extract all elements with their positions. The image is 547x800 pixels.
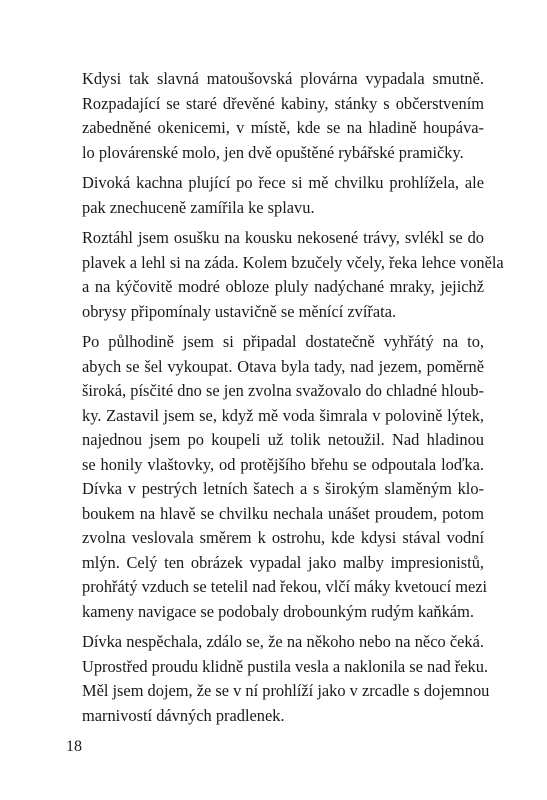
text-line: obrysy připomínaly ustavičně se měnící zvířata.: [82, 301, 397, 321]
text-line: Dívka v pestrých letních šatech a s širokým slaměným klo-: [82, 479, 484, 498]
text-line: plavek a lehl si na záda. Kolem bzučely včely, řeka lehce voněla: [82, 252, 504, 272]
paragraph-4: [66, 330, 488, 624]
text-line: Uprostřed proudu klidně pustila vesla a naklonila se nad řeku.: [82, 656, 489, 676]
text-line: Po půlhodině jsem si připadal dostatečně vyhřátý na to,: [82, 332, 484, 351]
text-line: ky. Zastavil jsem se, když mě voda šimrala v polovině lýtek,: [82, 405, 484, 425]
text-line: Divoká kachna plující po řece si mě chvilku prohlížela, ale: [82, 173, 484, 192]
text-line: Měl jsem dojem, že se v ní prohlíží jako v zrcadle s dojemnou: [82, 681, 490, 700]
text-line: pak znechuceně zamířila ke splavu.: [82, 197, 315, 217]
text-line: kameny navigace se podobaly drobounkým rudým kaňkám.: [82, 601, 474, 621]
paragraph-2: [66, 171, 484, 220]
text-line: marnivostí dávných pradlenek.: [82, 705, 285, 725]
body-text: [66, 67, 504, 734]
page-number: 18: [66, 738, 82, 755]
text-line: najednou jsem po koupeli už tolik netoužil. Nad hladinou: [82, 430, 484, 449]
text-line: Rozpadající se staré dřevěné kabiny, stánky s občerstvením: [82, 93, 484, 113]
text-line: široká, písčité dno se jen zvolna svažovalo do chladné hloub-: [82, 381, 484, 400]
text-line: mlýn. Celý ten obrázek vypadal jako malby impresionistů,: [82, 552, 484, 572]
text-line: Kdysi tak slavná matoušovská plovárna vypadala smutně.: [82, 69, 484, 88]
text-line: zabedněné okenicemi, v místě, kde se na hladině houpáva-: [82, 118, 484, 137]
text-line: Dívka nespěchala, zdálo se, že na někoho nebo na něco čeká.: [82, 632, 484, 651]
text-line: Roztáhl jsem osušku na kousku nekosené trávy, svlékl se do: [82, 228, 484, 247]
text-line: lo plovárenské molo, jen dvě opuštěné rybářské pramičky.: [82, 142, 464, 162]
text-line: prohřátý vzduch se tetelil nad řekou, vlčí máky kvetoucí mezi: [82, 577, 488, 596]
text-line: abych se šel vykoupat. Otava byla tady, nad jezem, poměrně: [82, 356, 484, 376]
paragraph-3: [66, 226, 504, 324]
text-line: a na kýčovitě modré obloze pluly nadýchané mraky, jejichž: [82, 277, 484, 296]
text-line: boukem na hlavě se chvilku nechala unášet proudem, potom: [82, 503, 484, 523]
paragraph-1: [66, 67, 484, 165]
text-line: se honily vlaštovky, od protějšího břehu se odpoutala loďka.: [82, 454, 484, 474]
paragraph-5: [66, 630, 490, 728]
text-line: zvolna veslovala směrem k ostrohu, kde kdysi stával vodní: [82, 528, 484, 547]
